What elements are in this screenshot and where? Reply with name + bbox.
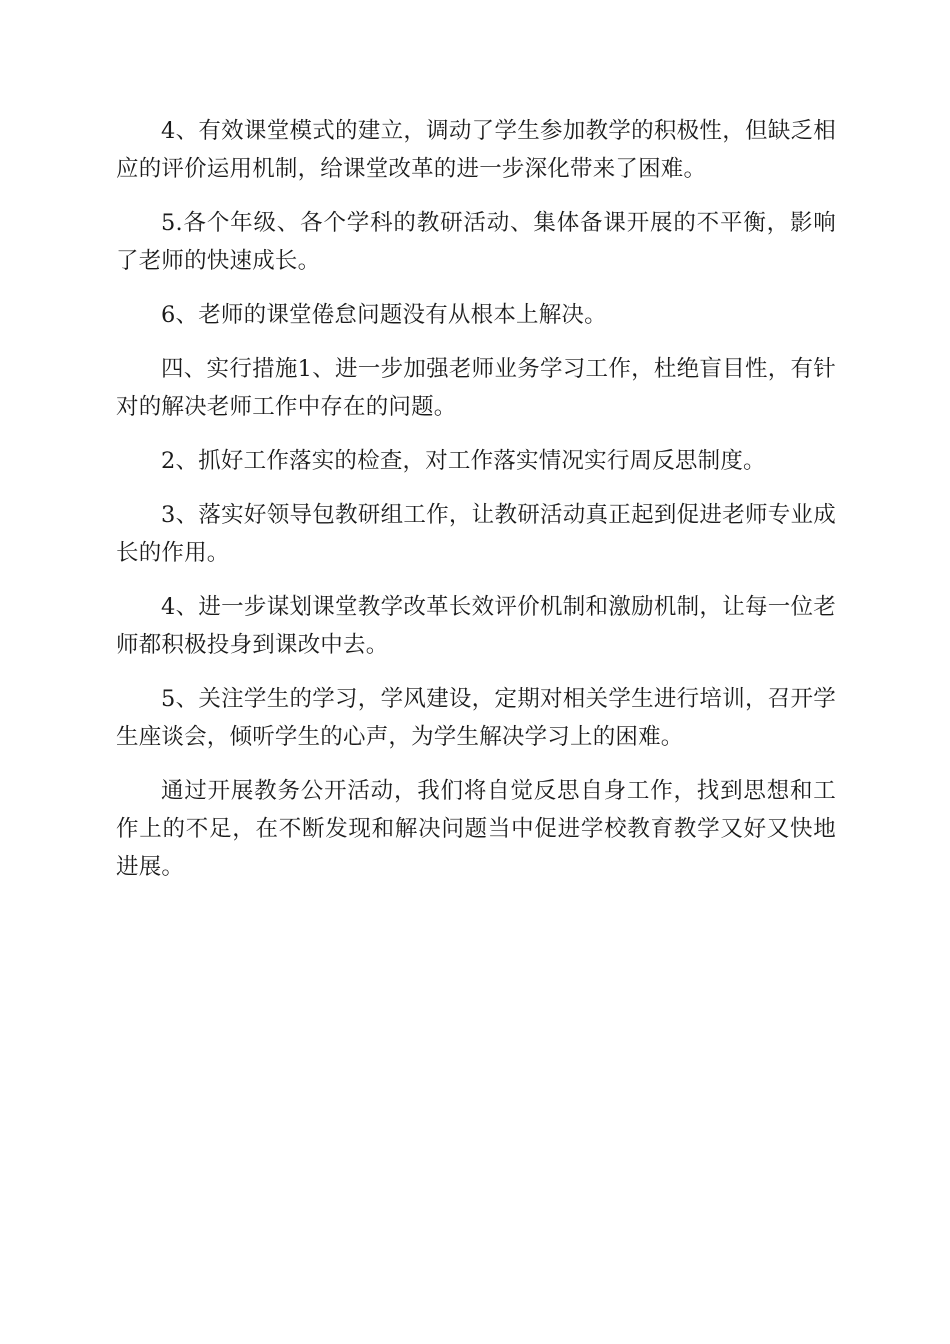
paragraph-measure-5: 5、关注学生的学习，学风建设，定期对相关学生进行培训，召开学生座谈会，倾听学生的心声，为学生解决学习上的困难。 — [116, 686, 836, 750]
paragraph-problem-5: 5.各个年级、各个学科的教研活动、集体备课开展的不平衡，影响了老师的快速成长。 — [116, 210, 836, 274]
paragraph-measure-2: 2、抓好工作落实的检查，对工作落实情况实行周反思制度。 — [161, 448, 766, 474]
paragraph-problem-6: 6、老师的课堂倦怠问题没有从根本上解决。 — [161, 302, 607, 328]
paragraph-conclusion: 通过开展教务公开活动，我们将自觉反思自身工作，找到思想和工作上的不足，在不断发现和解决问题当中促进学校教育教学又好又快地进展。 — [116, 778, 836, 880]
paragraph-measures-heading: 四、实行措施1、进一步加强老师业务学习工作，杜绝盲目性，有针对的解决老师工作中存在的问题。 — [116, 356, 836, 420]
document-body — [116, 112, 836, 902]
paragraph-problem-4: 4、有效课堂模式的建立，调动了学生参加教学的积极性，但缺乏相应的评价运用机制，给课堂改革的进一步深化带来了困难。 — [116, 118, 836, 182]
paragraph-measure-4: 4、进一步谋划课堂教学改革长效评价机制和激励机制，让每一位老师都积极投身到课改中去。 — [116, 594, 836, 658]
paragraph-measure-3: 3、落实好领导包教研组工作，让教研活动真正起到促进老师专业成长的作用。 — [116, 502, 836, 566]
